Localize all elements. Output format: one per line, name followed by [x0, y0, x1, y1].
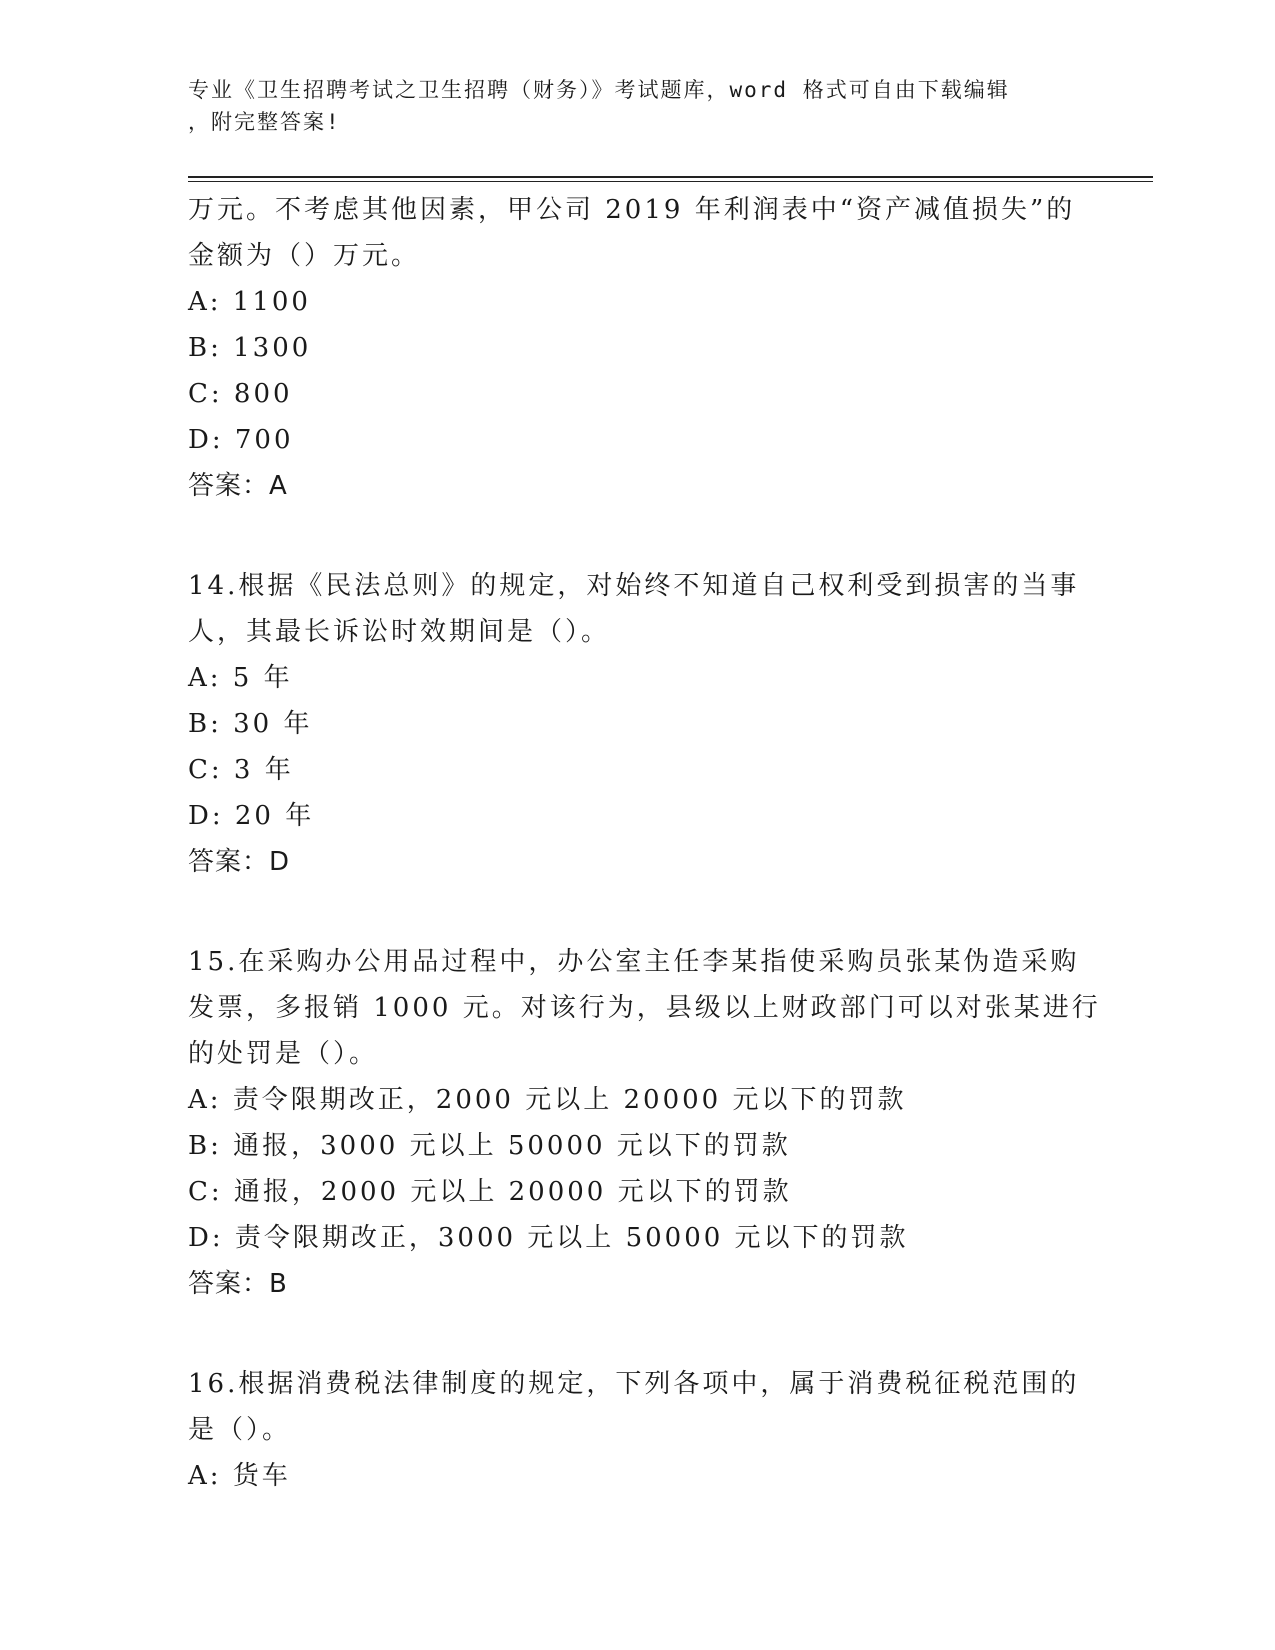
document-header	[188, 74, 1088, 138]
question-gap	[188, 1307, 1088, 1361]
header-line-1: 专业《卫生招聘考试之卫生招聘（财务）》考试题库，word 格式可自由下载编辑	[188, 78, 1010, 102]
question-gap	[188, 885, 1088, 939]
question-14-stem-line-2: 人，其最长诉讼时效期间是（）。	[188, 617, 611, 647]
question-15-option-b: B: 通报，3000 元以上 50000 元以下的罚款	[188, 1131, 791, 1161]
question-14-answer: 答案：D	[188, 847, 291, 877]
question-15-option-d: D: 责令限期改正，3000 元以上 50000 元以下的罚款	[188, 1223, 909, 1253]
question-13-option-b: B: 1300	[188, 333, 312, 363]
question-13-option-a: A: 1100	[188, 287, 311, 317]
question-14-option-d: D: 20 年	[188, 801, 315, 831]
question-16	[188, 1361, 1088, 1499]
question-15-option-a: A: 责令限期改正，2000 元以上 20000 元以下的罚款	[188, 1085, 907, 1115]
question-16-stem-line-2: 是（）。	[188, 1415, 292, 1445]
question-16-stem-line-1: 16.根据消费税法律制度的规定，下列各项中，属于消费税征税范围的	[188, 1369, 1080, 1399]
question-15-stem-line-2: 发票，多报销 1000 元。对该行为，县级以上财政部门可以对张某进行	[188, 993, 1101, 1023]
question-gap	[188, 509, 1088, 563]
header-divider-thin	[188, 181, 1153, 182]
question-15	[188, 939, 1101, 1307]
question-14	[188, 563, 1088, 885]
question-16-option-a: A: 货车	[188, 1461, 291, 1491]
question-15-stem-line-1: 15.在采购办公用品过程中，办公室主任李某指使采购员张某伪造采购	[188, 947, 1080, 977]
question-13-option-d: D: 700	[188, 425, 294, 455]
question-13-stem-line-1: 万元。不考虑其他因素，甲公司 2019 年利润表中“资产减值损失”的	[188, 195, 1076, 225]
question-13-stem-line-2: 金额为（）万元。	[188, 241, 421, 271]
question-15-answer: 答案：B	[188, 1269, 288, 1299]
question-13-option-c: C: 800	[188, 379, 293, 409]
question-list	[188, 187, 1101, 1499]
header-line-2: ，附完整答案!	[188, 110, 341, 134]
question-14-option-c: C: 3 年	[188, 755, 294, 785]
question-15-option-c: C: 通报，2000 元以上 20000 元以下的罚款	[188, 1177, 792, 1207]
question-13-answer: 答案：A	[188, 471, 288, 501]
header-divider-thick	[188, 176, 1153, 178]
question-15-stem-line-3: 的处罚是（）。	[188, 1039, 379, 1069]
question-14-option-b: B: 30 年	[188, 709, 313, 739]
question-14-option-a: A: 5 年	[188, 663, 293, 693]
question-13	[188, 187, 1088, 509]
question-14-stem-line-1: 14.根据《民法总则》的规定，对始终不知道自己权利受到损害的当事	[188, 571, 1080, 601]
